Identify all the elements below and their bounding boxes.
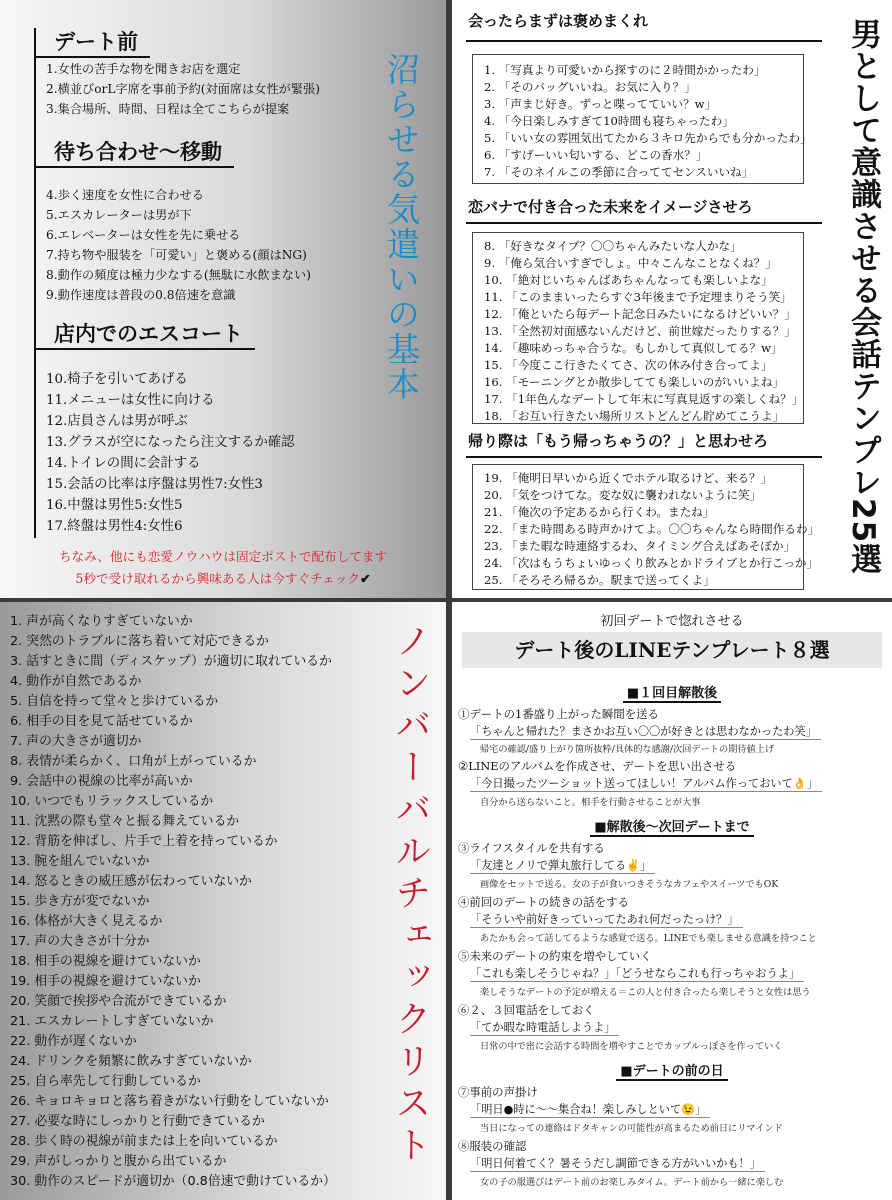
list-item: 18. 相手の視線を避けていないか (10, 954, 201, 969)
promo-note: 5秒で受け取れるから興味ある人は今すぐチェック✔ (75, 571, 371, 586)
list-item: 12. 「俺といたら毎デート記念日みたいになるけどいい？」 (484, 307, 796, 321)
list-item: 8. 表情が柔らかく、口角が上がっているか (10, 754, 257, 769)
vertical-title: 男として意識させる会話テンプレ25選 (845, 18, 881, 576)
template-quote: 「てか暇な時電話しようよ」 (470, 1019, 619, 1036)
conversation-templates-panel (452, 0, 892, 598)
list-item: 9.動作速度は普段の0.8倍速を意識 (46, 288, 236, 302)
vertical-title: ノンバーバルチェックリスト (390, 622, 431, 1168)
section-heading: ■１回目解散後 (452, 682, 892, 703)
template-quote: 「明日●時に〜〜集合ね！楽しみしといて😉」 (470, 1101, 710, 1118)
template-item: ⑤未来のデートの約束を増やしていく (458, 949, 652, 963)
divider (466, 222, 822, 224)
template-item: ③ライフスタイルを共有する (458, 841, 605, 855)
template-item: ②LINEのアルバムを作成させ、デートを思い出させる (458, 759, 737, 773)
list-item: 2. 突然のトラブルに落ち着いて対応できるか (10, 634, 269, 649)
template-quote: 「そういや前好きっていってたあれ何だったっけ？」 (470, 911, 743, 928)
list-item: 24. ドリンクを頻繁に飲みすぎていないか (10, 1054, 252, 1069)
list-item: 2.横並びorL字席を事前予約(対面席は女性が緊張) (46, 82, 320, 96)
list-item: 11. 沈黙の際も堂々と振る舞えているか (10, 814, 240, 829)
check-icon: ✔ (360, 571, 371, 586)
template-quote: 「ちゃんと帰れた？まさかお互い〇〇が好きとは思わなかったわ笑」 (470, 723, 821, 740)
section-heading: 帰り際は「もう帰っちゃうの？」と思わせろ (468, 432, 769, 450)
list-item: 1. 「写真より可愛いから探すのに２時間かかったわ」 (484, 63, 766, 77)
list-item: 17.終盤は男性4:女性6 (46, 519, 183, 534)
list-item: 26. キョロキョロと落ち着きがない行動をしていないか (10, 1094, 329, 1109)
list-item: 27. 必要な時にしっかりと行動できているか (10, 1114, 265, 1129)
list-item: 30. 動作のスピードが適切か（0.8倍速で動けているか） (10, 1174, 336, 1189)
section-heading: 会ったらまずは褒めまくれ (468, 12, 649, 30)
list-item: 20. 笑顔で挨拶や合流ができているか (10, 994, 227, 1009)
list-item: 15.会話の比率は序盤は男性7:女性3 (46, 477, 263, 492)
list-item: 14. 怒るときの威圧感が伝わっていないか (10, 874, 252, 889)
section-heading: デート前 (34, 26, 150, 58)
list-item: 18. 「お互い行きたい場所リストどんどん貯めてこうよ」 (484, 409, 785, 423)
template-note: あたかも会って話してるような感覚で送る。LINEでも楽しませる意識を持つこと (480, 933, 817, 944)
list-item: 14. 「趣味めっちゃ合うな。もしかして真似してる？w」 (484, 341, 783, 355)
list-item: 11.メニューは女性に向ける (46, 393, 215, 408)
list-item: 16. 体格が大きく見えるか (10, 914, 163, 929)
list-item: 17. 「1年色んなデートして年末に写真見返すの楽しくね？」 (484, 392, 804, 406)
list-item: 4. 「今日楽しみすぎて10時間も寝ちゃったわ」 (484, 114, 734, 128)
list-item: 5. 「いい女の雰囲気出てたから３キロ先からでも分かったわ」 (484, 131, 812, 145)
list-item: 8. 「好きなタイプ？〇〇ちゃんみたいな人かな」 (484, 239, 742, 253)
list-item: 13. 腕を組んでいないか (10, 854, 150, 869)
list-item: 6. 相手の目を見て話せているか (10, 714, 193, 729)
line-templates-panel (452, 602, 892, 1200)
template-note: 当日になっての連絡はドタキャンの可能性が高まるため前日にリマインド (480, 1123, 783, 1134)
template-quote: 「明日何着てく？暑そうだし調節できる方がいいかも！」 (470, 1155, 765, 1172)
list-item: 12.店員さんは男が呼ぶ (46, 414, 188, 429)
list-item: 17. 声の大きさが十分か (10, 934, 150, 949)
template-quote: 「これも楽しそうじゃね？」「どうせならこれも行っちゃおうよ」 (470, 965, 804, 982)
section-heading: 店内でのエスコート (34, 318, 255, 350)
nonverbal-checklist-panel (0, 602, 446, 1200)
list-item: 25. 自ら率先して行動しているか (10, 1074, 201, 1089)
list-item: 15. 歩き方が変でないか (10, 894, 150, 909)
list-item: 11. 「このままいったらすぐ3年後まで予定埋まりそう笑」 (484, 290, 792, 304)
list-item: 20. 「気をつけてな。変な奴に襲われないように笑」 (484, 488, 762, 502)
section-heading: ■解散後〜次回デートまで (452, 816, 892, 837)
list-item: 16. 「モーニングとか散歩してても楽しいのがいいよね」 (484, 375, 784, 389)
template-quote: 「今日撮ったツーショット送ってほしい！アルバム作っておいて👌」 (470, 775, 822, 792)
etiquette-panel (0, 0, 446, 598)
list-item: 10. 「絶対じいちゃんばあちゃんなっても楽しいよな」 (484, 273, 773, 287)
list-item: 19. 相手の視線を避けていないか (10, 974, 201, 989)
list-item: 8.動作の頻度は極力少なする(無駄に水飲まない) (46, 268, 311, 282)
page-title: デート後のLINEテンプレート８選 (462, 632, 882, 668)
panel-divider (0, 598, 892, 602)
template-note: 女の子の服選びはデート前のお楽しみタイム。デート前から一緒に楽しむ (480, 1177, 784, 1188)
list-item: 16.中盤は男性5:女性5 (46, 498, 183, 513)
list-item: 21. 「俺次の予定あるから行くわ。またね」 (484, 505, 715, 519)
template-note: 楽しそうなデートの予定が増える＝この人と付き合ったら楽しそうと女性は思う (480, 987, 811, 998)
list-item: 22. 「また時間ある時声かけてよ。〇〇ちゃんなら時間作るわ」 (484, 522, 820, 536)
list-item: 3. 話すときに間（ディスケップ）が適切に取れているか (10, 654, 332, 669)
template-note: 画像をセットで送る。女の子が食いつきそうなカフェやスイーツでもOK (480, 879, 779, 890)
template-quote: 「友達とノリで弾丸旅行してる✌」 (470, 857, 655, 874)
section-heading: ■デートの前の日 (452, 1060, 892, 1081)
list-item: 3. 「声まじ好き。ずっと喋ってていい？w」 (484, 97, 717, 111)
list-item: 24. 「次はもうちょいゆっくり飲みとかドライブとか行こっか」 (484, 556, 819, 570)
list-item: 3.集合場所、時間、日程は全てこちらが提案 (46, 102, 290, 116)
list-item: 25. 「そろそろ帰るか。駅まで送ってくよ」 (484, 573, 715, 587)
promo-note: ちなみ、他にも恋愛ノウハウは固定ポストで配布してます (58, 549, 388, 564)
list-item: 23. 「また暇な時連絡するわ、タイミング合えばあそぼか」 (484, 539, 796, 553)
divider (466, 40, 822, 42)
list-item: 6. 「すげーいい匂いする、どこの香水？」 (484, 148, 708, 162)
section-heading: 恋バナで付き合った未来をイメージさせろ (468, 198, 753, 216)
template-note: 自分から送らないこと。相手を行動させることが大事 (480, 797, 701, 808)
template-item: ⑦事前の声掛け (458, 1085, 538, 1099)
list-item: 4. 動作が自然であるか (10, 674, 142, 689)
section-heading: 待ち合わせ〜移動 (34, 136, 234, 168)
list-item: 29. 声がしっかりと腹から出ているか (10, 1154, 227, 1169)
list-item: 22. 動作が遅くないか (10, 1034, 137, 1049)
list-item: 6.エレベーターは女性を先に乗せる (46, 228, 241, 242)
list-item: 1.女性の苦手な物を聞きお店を選定 (46, 62, 241, 76)
list-item: 28. 歩く時の視線が前または上を向いているか (10, 1134, 278, 1149)
list-item: 5.エスカレーターは男が下 (46, 208, 192, 222)
list-item: 10.椅子を引いてあげる (46, 372, 188, 387)
template-note: 日常の中で密に会話する時間を増やすことでカップルっぽさを作っていく (480, 1041, 783, 1052)
list-item: 7.持ち物や服装を「可愛い」と褒める(顔はNG) (46, 248, 307, 262)
list-item: 9. 会話中の視線の比率が高いか (10, 774, 193, 789)
list-item: 14.トイレの間に会計する (46, 456, 201, 471)
template-item: ⑥２、３回電話をしておく (458, 1003, 595, 1017)
template-item: ④前回のデートの続きの話をする (458, 895, 629, 909)
template-item: ⑧服装の確認 (458, 1139, 527, 1153)
list-item: 7. 「そのネイルこの季節に合っててセンスいいね」 (484, 165, 754, 179)
list-item: 4.歩く速度を女性に合わせる (46, 188, 204, 202)
list-item: 5. 自信を持って堂々と歩けているか (10, 694, 219, 709)
vertical-rule (34, 28, 36, 538)
list-item: 13.グラスが空になったら注文するか確認 (46, 435, 295, 450)
divider (466, 456, 822, 458)
list-item: 9. 「俺ら気合いすぎでしょ。中々こんなことなくね？」 (484, 256, 777, 270)
list-item: 13. 「全然初対面感ないんだけど、前世嫁だったりする？」 (484, 324, 796, 338)
vertical-title: 沼らせる気遣いの基本 (382, 52, 421, 402)
list-item: 15. 「今度ここ行きたくてさ、次の休み付き合ってよ」 (484, 358, 773, 372)
list-item: 21. エスカレートしすぎていないか (10, 1014, 214, 1029)
subtitle: 初回デートで惚れさせる (600, 614, 744, 629)
list-item: 19. 「俺明日早いから近くでホテル取るけど、来る？」 (484, 471, 773, 485)
template-item: ①デートの1番盛り上がった瞬間を送る (458, 707, 659, 721)
list-item: 7. 声の大きさが適切か (10, 734, 142, 749)
template-note: 帰宅の確認/盛り上がり箇所抜粋/具体的な感謝/次回デートの期待値上げ (480, 744, 775, 755)
list-item: 2. 「そのバッグいいね。お気に入り？」 (484, 80, 696, 94)
list-item: 12. 背筋を伸ばし、片手で上着を持っているか (10, 834, 278, 849)
list-item: 10. いつでもリラックスしているか (10, 794, 214, 809)
list-item: 1. 声が高くなりすぎていないか (10, 614, 193, 629)
